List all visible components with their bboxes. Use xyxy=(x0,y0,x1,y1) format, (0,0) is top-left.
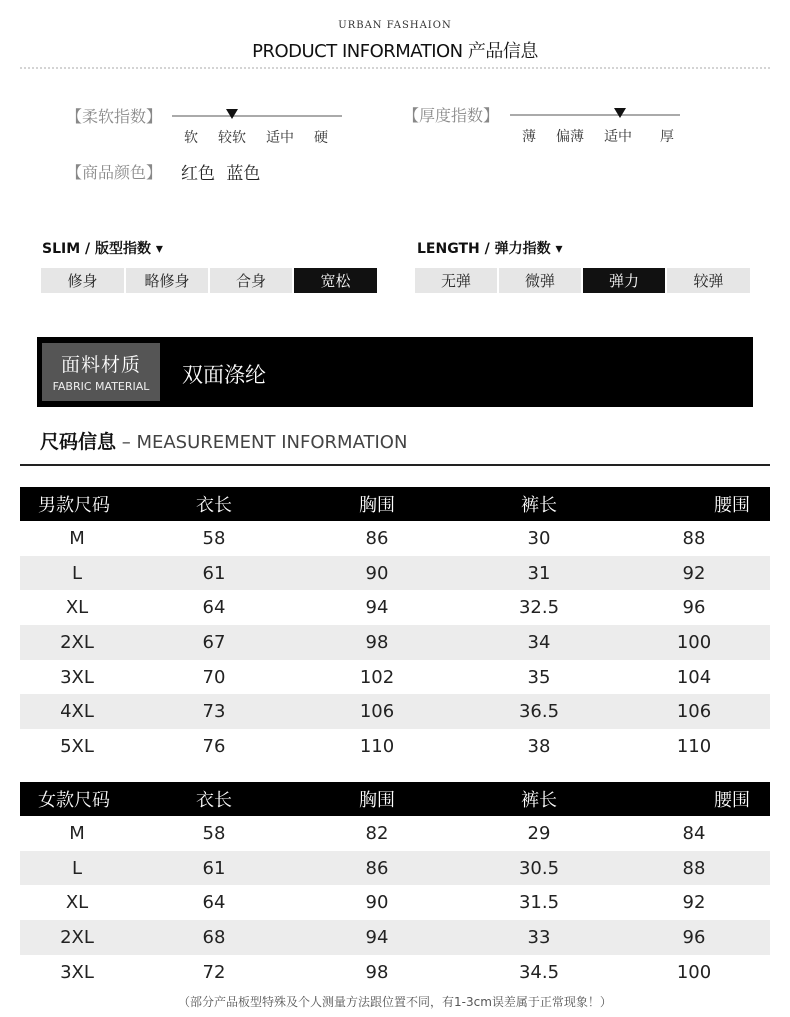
table-cell: 31.5 xyxy=(518,892,560,914)
table-header-cell: 衣长 xyxy=(196,495,232,516)
measurement-rule xyxy=(20,464,770,466)
table-cell: M xyxy=(69,822,85,844)
table-header-cell: 腰围 xyxy=(714,790,750,811)
table-cell: L xyxy=(71,857,83,879)
table-cell: 70 xyxy=(202,666,226,688)
table-cell: 90 xyxy=(365,892,389,914)
table-cell: 84 xyxy=(682,822,706,844)
thickness-tick: 偏薄 xyxy=(556,129,584,145)
table-cell: 100 xyxy=(676,961,712,983)
fabric-label-en: FABRIC MATERIAL xyxy=(52,380,150,393)
table-header-cell: 腰围 xyxy=(714,495,750,516)
table-row xyxy=(20,816,770,851)
table-row xyxy=(20,660,770,695)
table-cell: 72 xyxy=(202,961,226,983)
colors-value: 红色 蓝色 xyxy=(181,164,261,184)
softness-ticks xyxy=(184,127,344,147)
brand-name: URBAN FASHAION xyxy=(338,20,452,31)
slim-option-loose[interactable]: 宽松 xyxy=(294,268,377,293)
table-cell: 2XL xyxy=(60,631,94,653)
thickness-tick: 薄 xyxy=(522,129,536,145)
slim-option-regular[interactable]: 合身 xyxy=(210,268,292,293)
softness-tick: 硬 xyxy=(314,130,328,146)
measurement-title-cn: 尺码信息 xyxy=(40,431,117,453)
table-cell: 98 xyxy=(365,631,389,653)
thickness-tick: 适中 xyxy=(604,129,632,145)
table-cell: 3XL xyxy=(60,666,94,688)
table-header-cell: 男款尺码 xyxy=(38,495,110,516)
measurement-title-en: – MEASUREMENT INFORMATION xyxy=(116,432,408,453)
table-cell: 82 xyxy=(365,822,389,844)
slim-segmented-control xyxy=(41,268,379,293)
elasticity-segmented-control xyxy=(415,268,752,293)
table-cell: 30 xyxy=(527,527,551,549)
table-cell: L xyxy=(71,562,83,584)
table-cell: 102 xyxy=(359,666,395,688)
thickness-marker-icon xyxy=(614,108,626,118)
table-cell: 32.5 xyxy=(518,597,560,619)
women-size-table xyxy=(20,782,770,989)
table-cell: 4XL xyxy=(60,701,94,723)
table-header-cell: 裤长 xyxy=(521,495,557,516)
table-cell: 29 xyxy=(527,822,551,844)
table-cell: 76 xyxy=(202,735,226,757)
table-row xyxy=(20,955,770,990)
table-cell: 106 xyxy=(676,701,712,723)
dotted-divider xyxy=(20,67,770,69)
table-row xyxy=(20,920,770,955)
table-cell: 92 xyxy=(682,892,706,914)
fabric-label-box xyxy=(42,343,160,401)
table-cell: XL xyxy=(65,892,89,914)
table-row xyxy=(20,851,770,886)
length-title: LENGTH / 弹力指数 ▾ xyxy=(417,241,563,257)
softness-tick: 较软 xyxy=(218,130,246,146)
table-cell: 110 xyxy=(676,735,712,757)
table-cell: 33 xyxy=(527,926,551,948)
table-cell: 30.5 xyxy=(518,857,560,879)
table-row xyxy=(20,556,770,591)
fabric-label-cn: 面料材质 xyxy=(60,354,141,376)
thickness-scale-line xyxy=(510,114,680,116)
table-cell: 88 xyxy=(682,857,706,879)
elasticity-option-stretch[interactable]: 弹力 xyxy=(583,268,665,293)
table-cell: 61 xyxy=(202,562,226,584)
table-cell: 2XL xyxy=(60,926,94,948)
table-cell: 110 xyxy=(359,735,395,757)
table-cell: 64 xyxy=(202,892,226,914)
table-header-cell: 胸围 xyxy=(359,790,395,811)
table-cell: 94 xyxy=(365,597,389,619)
page-title: PRODUCT INFORMATION 产品信息 xyxy=(252,41,538,62)
table-cell: 100 xyxy=(676,631,712,653)
table-cell: 90 xyxy=(365,562,389,584)
table-cell: 34.5 xyxy=(518,961,560,983)
table-cell: 58 xyxy=(202,527,226,549)
table-cell: 98 xyxy=(365,961,389,983)
table-cell: 3XL xyxy=(60,961,94,983)
men-size-table xyxy=(20,487,770,764)
table-row xyxy=(20,885,770,920)
table-row xyxy=(20,694,770,729)
table-cell: 31 xyxy=(527,562,551,584)
table-cell: 58 xyxy=(202,822,226,844)
table-cell: 86 xyxy=(365,527,389,549)
footnote: （部分产品板型特殊及个人测量方法跟位置不同，有1-3cm误差属于正常现象！） xyxy=(178,995,612,1009)
table-cell: 86 xyxy=(365,857,389,879)
table-cell: 73 xyxy=(202,701,226,723)
fabric-bar xyxy=(37,337,753,407)
table-cell: 88 xyxy=(682,527,706,549)
thickness-label: 【厚度指数】 xyxy=(403,106,500,125)
measurement-heading xyxy=(40,427,407,454)
table-cell: 38 xyxy=(527,735,551,757)
table-cell: 96 xyxy=(682,926,706,948)
table-cell: 104 xyxy=(676,666,712,688)
elasticity-option-slight[interactable]: 微弹 xyxy=(499,268,581,293)
table-row xyxy=(20,590,770,625)
table-cell: 67 xyxy=(202,631,226,653)
softness-tick: 适中 xyxy=(266,130,294,146)
elasticity-option-none[interactable]: 无弹 xyxy=(415,268,497,293)
fabric-value: 双面涤纶 xyxy=(182,363,266,387)
softness-label: 【柔软指数】 xyxy=(66,107,163,126)
thickness-tick: 厚 xyxy=(660,129,674,145)
slim-option-slightly-fitted[interactable]: 略修身 xyxy=(126,268,208,293)
table-cell: 36.5 xyxy=(518,701,560,723)
table-cell: 5XL xyxy=(60,735,94,757)
slim-option-fitted[interactable]: 修身 xyxy=(41,268,124,293)
table-cell: 64 xyxy=(202,597,226,619)
table-cell: 106 xyxy=(359,701,395,723)
table-cell: 92 xyxy=(682,562,706,584)
table-cell: 94 xyxy=(365,926,389,948)
table-header-cell: 裤长 xyxy=(521,790,557,811)
table-cell: 96 xyxy=(682,597,706,619)
table-row xyxy=(20,521,770,556)
softness-scale-line xyxy=(172,115,342,117)
table-cell: M xyxy=(69,527,85,549)
table-header-row xyxy=(20,782,770,816)
table-header-row xyxy=(20,487,770,521)
table-cell: 35 xyxy=(527,666,551,688)
thickness-ticks xyxy=(522,126,690,146)
softness-marker-icon xyxy=(226,109,238,119)
table-cell: XL xyxy=(65,597,89,619)
slim-title: SLIM / 版型指数 ▾ xyxy=(42,241,163,257)
table-row xyxy=(20,729,770,764)
table-header-cell: 胸围 xyxy=(359,495,395,516)
table-header-cell: 衣长 xyxy=(196,790,232,811)
colors-label: 【商品颜色】 xyxy=(66,163,163,182)
softness-tick: 软 xyxy=(184,130,198,146)
elasticity-option-high[interactable]: 较弹 xyxy=(667,268,750,293)
table-cell: 68 xyxy=(202,926,226,948)
table-row xyxy=(20,625,770,660)
table-cell: 34 xyxy=(527,631,551,653)
table-cell: 61 xyxy=(202,857,226,879)
table-header-cell: 女款尺码 xyxy=(38,790,110,811)
